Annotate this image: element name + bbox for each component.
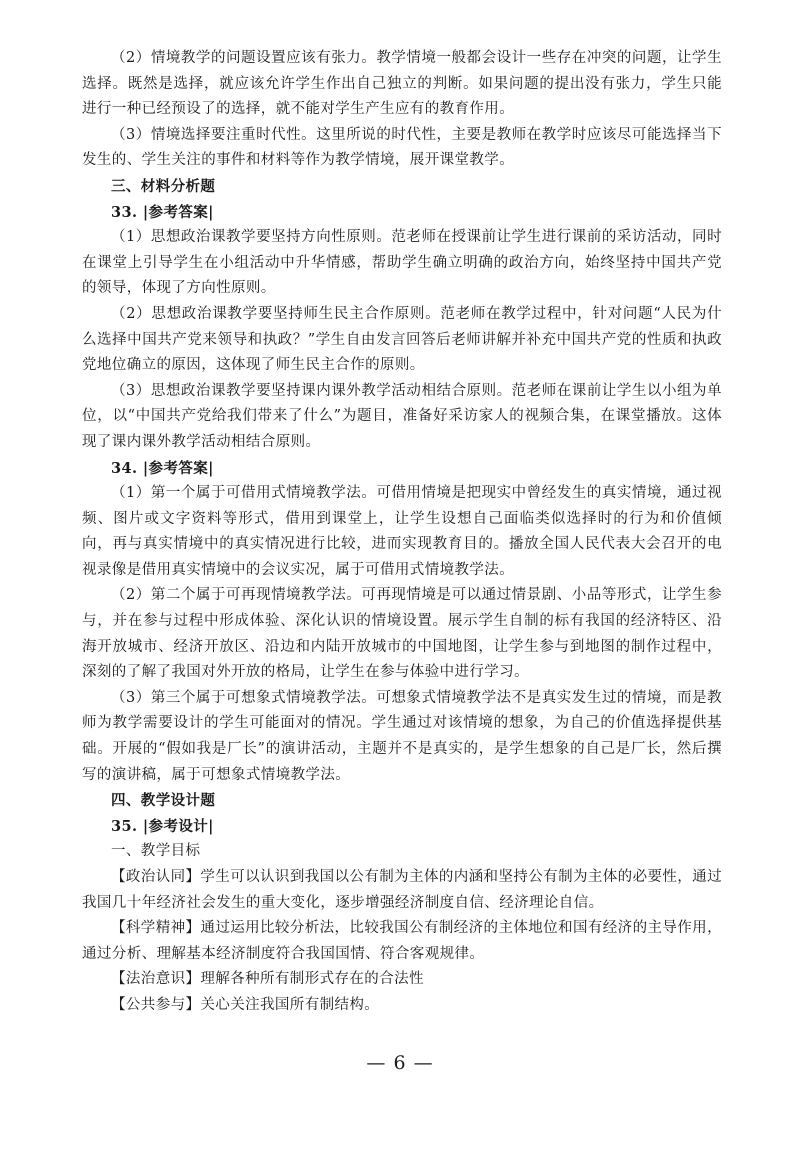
paragraph-situation-tension: （2）情境教学的问题设置应该有张力。教学情境一般都会设计一些存在冲突的问题，让学生选择。既然是选择，就应该允许学生作出自己独立的判断。如果问题的提出没有张力，学生只能进行一种已经预设了的选择，就不能对学生产生应有的教育作用。: [82, 50, 722, 118]
q33-point-1: （1）思想政治课教学要坚持方向性原则。范老师在授课前让学生进行课前的采访活动，同时在课堂上引导学生在小组活动中升华情感，帮助学生确立明确的政治方向，始终坚持中国共产党的领导，体现了方向性原则。: [82, 229, 722, 297]
teaching-objectives-heading: 一、教学目标: [111, 843, 201, 860]
paragraph-situation-timeliness: （3）情境选择要注重时代性。这里所说的时代性，主要是教师在教学时应该尽可能选择当下发生的、学生关注的事件和材料等作为教学情境，展开课堂教学。: [82, 126, 722, 169]
page-number-text: — 6 —: [366, 1052, 434, 1074]
q33-point-3: （3）思想政治课教学要坚持课内课外教学活动相结合原则。范老师在课前让学生以小组为单位，以“中国共产党给我们带来了什么”为题目，准备好采访家人的视频合集，在课堂播放。这体现了课内课外教学活动相结合原则。: [82, 382, 722, 450]
objective-public-participation: 【公共参与】关心关注我国所有制结构。: [111, 996, 380, 1013]
section-heading-teaching-design: 四、教学设计题: [111, 792, 216, 810]
q34-point-1: （1）第一个属于可借用式情境教学法。可借用情境是把现实中曾经发生的真实情境，通过视频、图片或文字资料等形式，借用到课堂上，让学生设想自己面临类似选择时的行为和价值倾向，再与真实情境中的真实情况进行比较，进而实现教育目的。播放全国人民代表大会召开的电视录像是借用真实情境中的会议实况，属于可借用式情境教学法。: [82, 485, 722, 578]
objective-rule-of-law: 【法治意识】理解各种所有制形式存在的合法性: [111, 971, 424, 988]
objective-scientific-spirit: 【科学精神】通过运用比较分析法，比较我国公有制经济的主体地位和国有经济的主导作用，通过分析、理解基本经济制度符合我国国情、符合客观规律。: [82, 920, 722, 962]
question-33-answer-label: 33. |参考答案|: [111, 203, 214, 221]
page-number: [0, 1052, 800, 1074]
question-35-design-label: 35. |参考设计|: [111, 817, 214, 835]
section-heading-material-analysis: 三、材料分析题: [111, 177, 216, 195]
q33-point-2: （2）思想政治课教学要坚持师生民主合作原则。范老师在教学过程中，针对问题“人民为什么选择中国共产党来领导和执政？”学生自由发言回答后老师讲解并补充中国共产党的性质和执政党地位确立的原因，这体现了师生民主合作的原则。: [82, 305, 722, 374]
page-body: [82, 46, 722, 1019]
q34-point-3: （3）第三个属于可想象式情境教学法。可想象式情境教学法不是真实发生过的情境，而是教师为教学需要设计的学生可能面对的情况。学生通过对该情境的想象，为自己的价值选择提供基础。开展的“假如我是厂长”的演讲活动，主题并不是真实的，是学生想象的自己是厂长，然后撰写的演讲稿，属于可想象式情境教学法。: [82, 689, 722, 783]
objective-political-identity: 【政治认同】学生可以认识到我国以公有制为主体的内涵和坚持公有制为主体的必要性，通过我国几十年经济社会发生的重大变化，逐步增强经济制度自信、经济理论自信。: [82, 869, 722, 911]
question-34-answer-label: 34. |参考答案|: [111, 459, 214, 477]
q34-point-2: （2）第二个属于可再现情境教学法。可再现情境是可以通过情景剧、小品等形式，让学生参与，并在参与过程中形成体验、深化认识的情境设置。展示学生自制的标有我国的经济特区、沿海开放城市、经济开放区、沿边和内陆开放城市的中国地图，让学生参与到地图的制作过程中，深刻的了解了我国对外开放的格局，让学生在参与体验中进行学习。: [82, 587, 722, 681]
